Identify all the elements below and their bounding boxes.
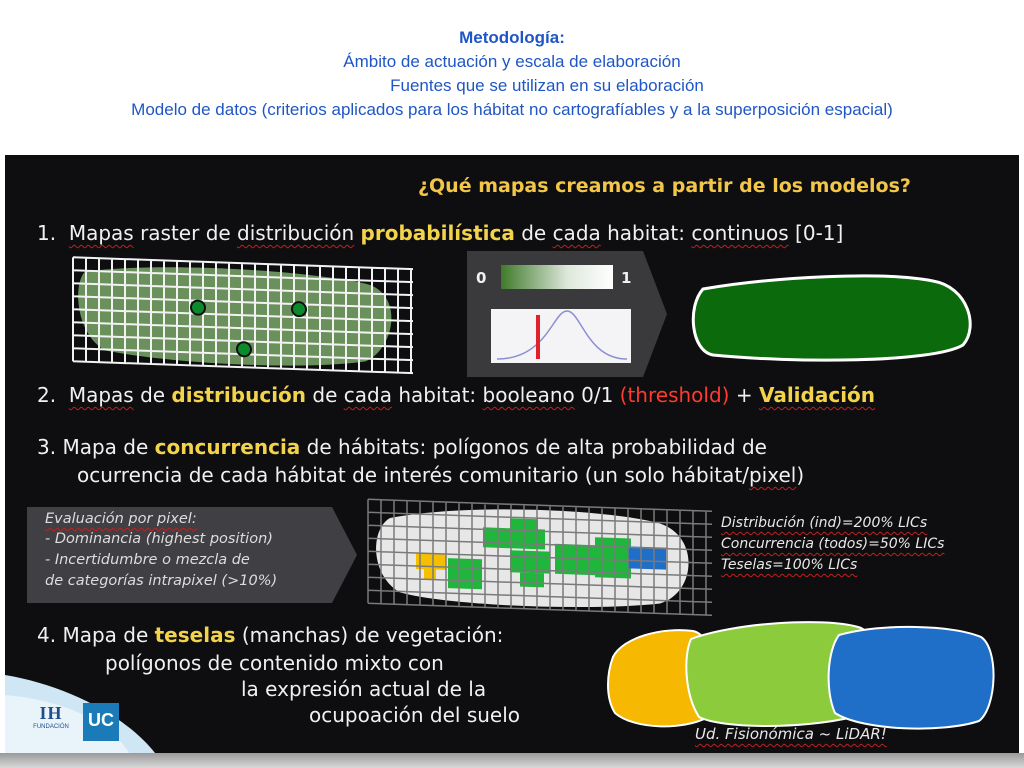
item-3-line-2: ocurrencia de cada hábitat de interés comunitario (un solo hábitat/pixel)	[77, 463, 805, 487]
header-line-2: Fuentes que se utilizan en su elaboración	[390, 76, 704, 95]
header-title: Metodología:	[459, 28, 565, 47]
fih-logo: IH FUNDACIÓN	[33, 703, 69, 730]
item-4-line-4: ocupoación del suelo	[309, 703, 521, 727]
embedded-slide-image	[5, 155, 1019, 753]
slide-header	[0, 0, 1024, 150]
item-4-line-3: la expresión actual de la	[241, 677, 487, 701]
stat-teselas: Teselas=100% LICs	[721, 557, 858, 573]
stat-concurrencia: Concurrencia (todos)=50% LICs	[721, 536, 945, 552]
item-2-text: 2. Mapas de distribución de cada habitat: booleano 0/1 (threshold) + Validación	[37, 383, 876, 407]
eval-line-3: de categorías intrapixel (>10%)	[45, 573, 278, 589]
eval-line-2: - Incertidumbre o mezcla de	[45, 552, 250, 568]
raster-grid-1	[65, 253, 415, 365]
eval-line-1: - Dominancia (highest position)	[45, 531, 273, 547]
stat-distribucion: Distribución (ind)=200% LICs	[721, 515, 928, 531]
scale-min-label: 0	[476, 269, 487, 287]
boolean-habitat-shape	[683, 267, 983, 367]
header-line-3: Modelo de datos (criterios aplicados para los hábitat no cartografíables y a la superposición espacial)	[131, 100, 893, 119]
scale-max-label: 1	[621, 269, 632, 287]
teselas-polygons	[603, 617, 1003, 737]
uc-logo: UC	[83, 703, 119, 741]
slide-question: ¿Qué mapas creamos a partir de los modelos?	[418, 175, 911, 197]
item-4-line-1: 4. Mapa de teselas (manchas) de vegetación:	[37, 623, 504, 647]
eval-title: Evaluación por pixel:	[45, 511, 197, 527]
item-1-text: 1. Mapas raster de distribución probabilística de cada habitat: continuos [0-1]	[37, 221, 844, 245]
probability-legend-panel	[467, 251, 667, 377]
item-4-line-2: polígonos de contenido mixto con	[105, 651, 444, 675]
header-line-1: Ámbito de actuación y escala de elaboración	[343, 52, 681, 71]
footer-note: Ud. Fisionómica ~ LiDAR!	[695, 725, 887, 743]
raster-grid-2	[360, 495, 720, 605]
bottom-bar	[0, 753, 1024, 768]
item-3-line-1: 3. Mapa de concurrencia de hábitats: polígonos de alta probabilidad de	[37, 435, 767, 459]
